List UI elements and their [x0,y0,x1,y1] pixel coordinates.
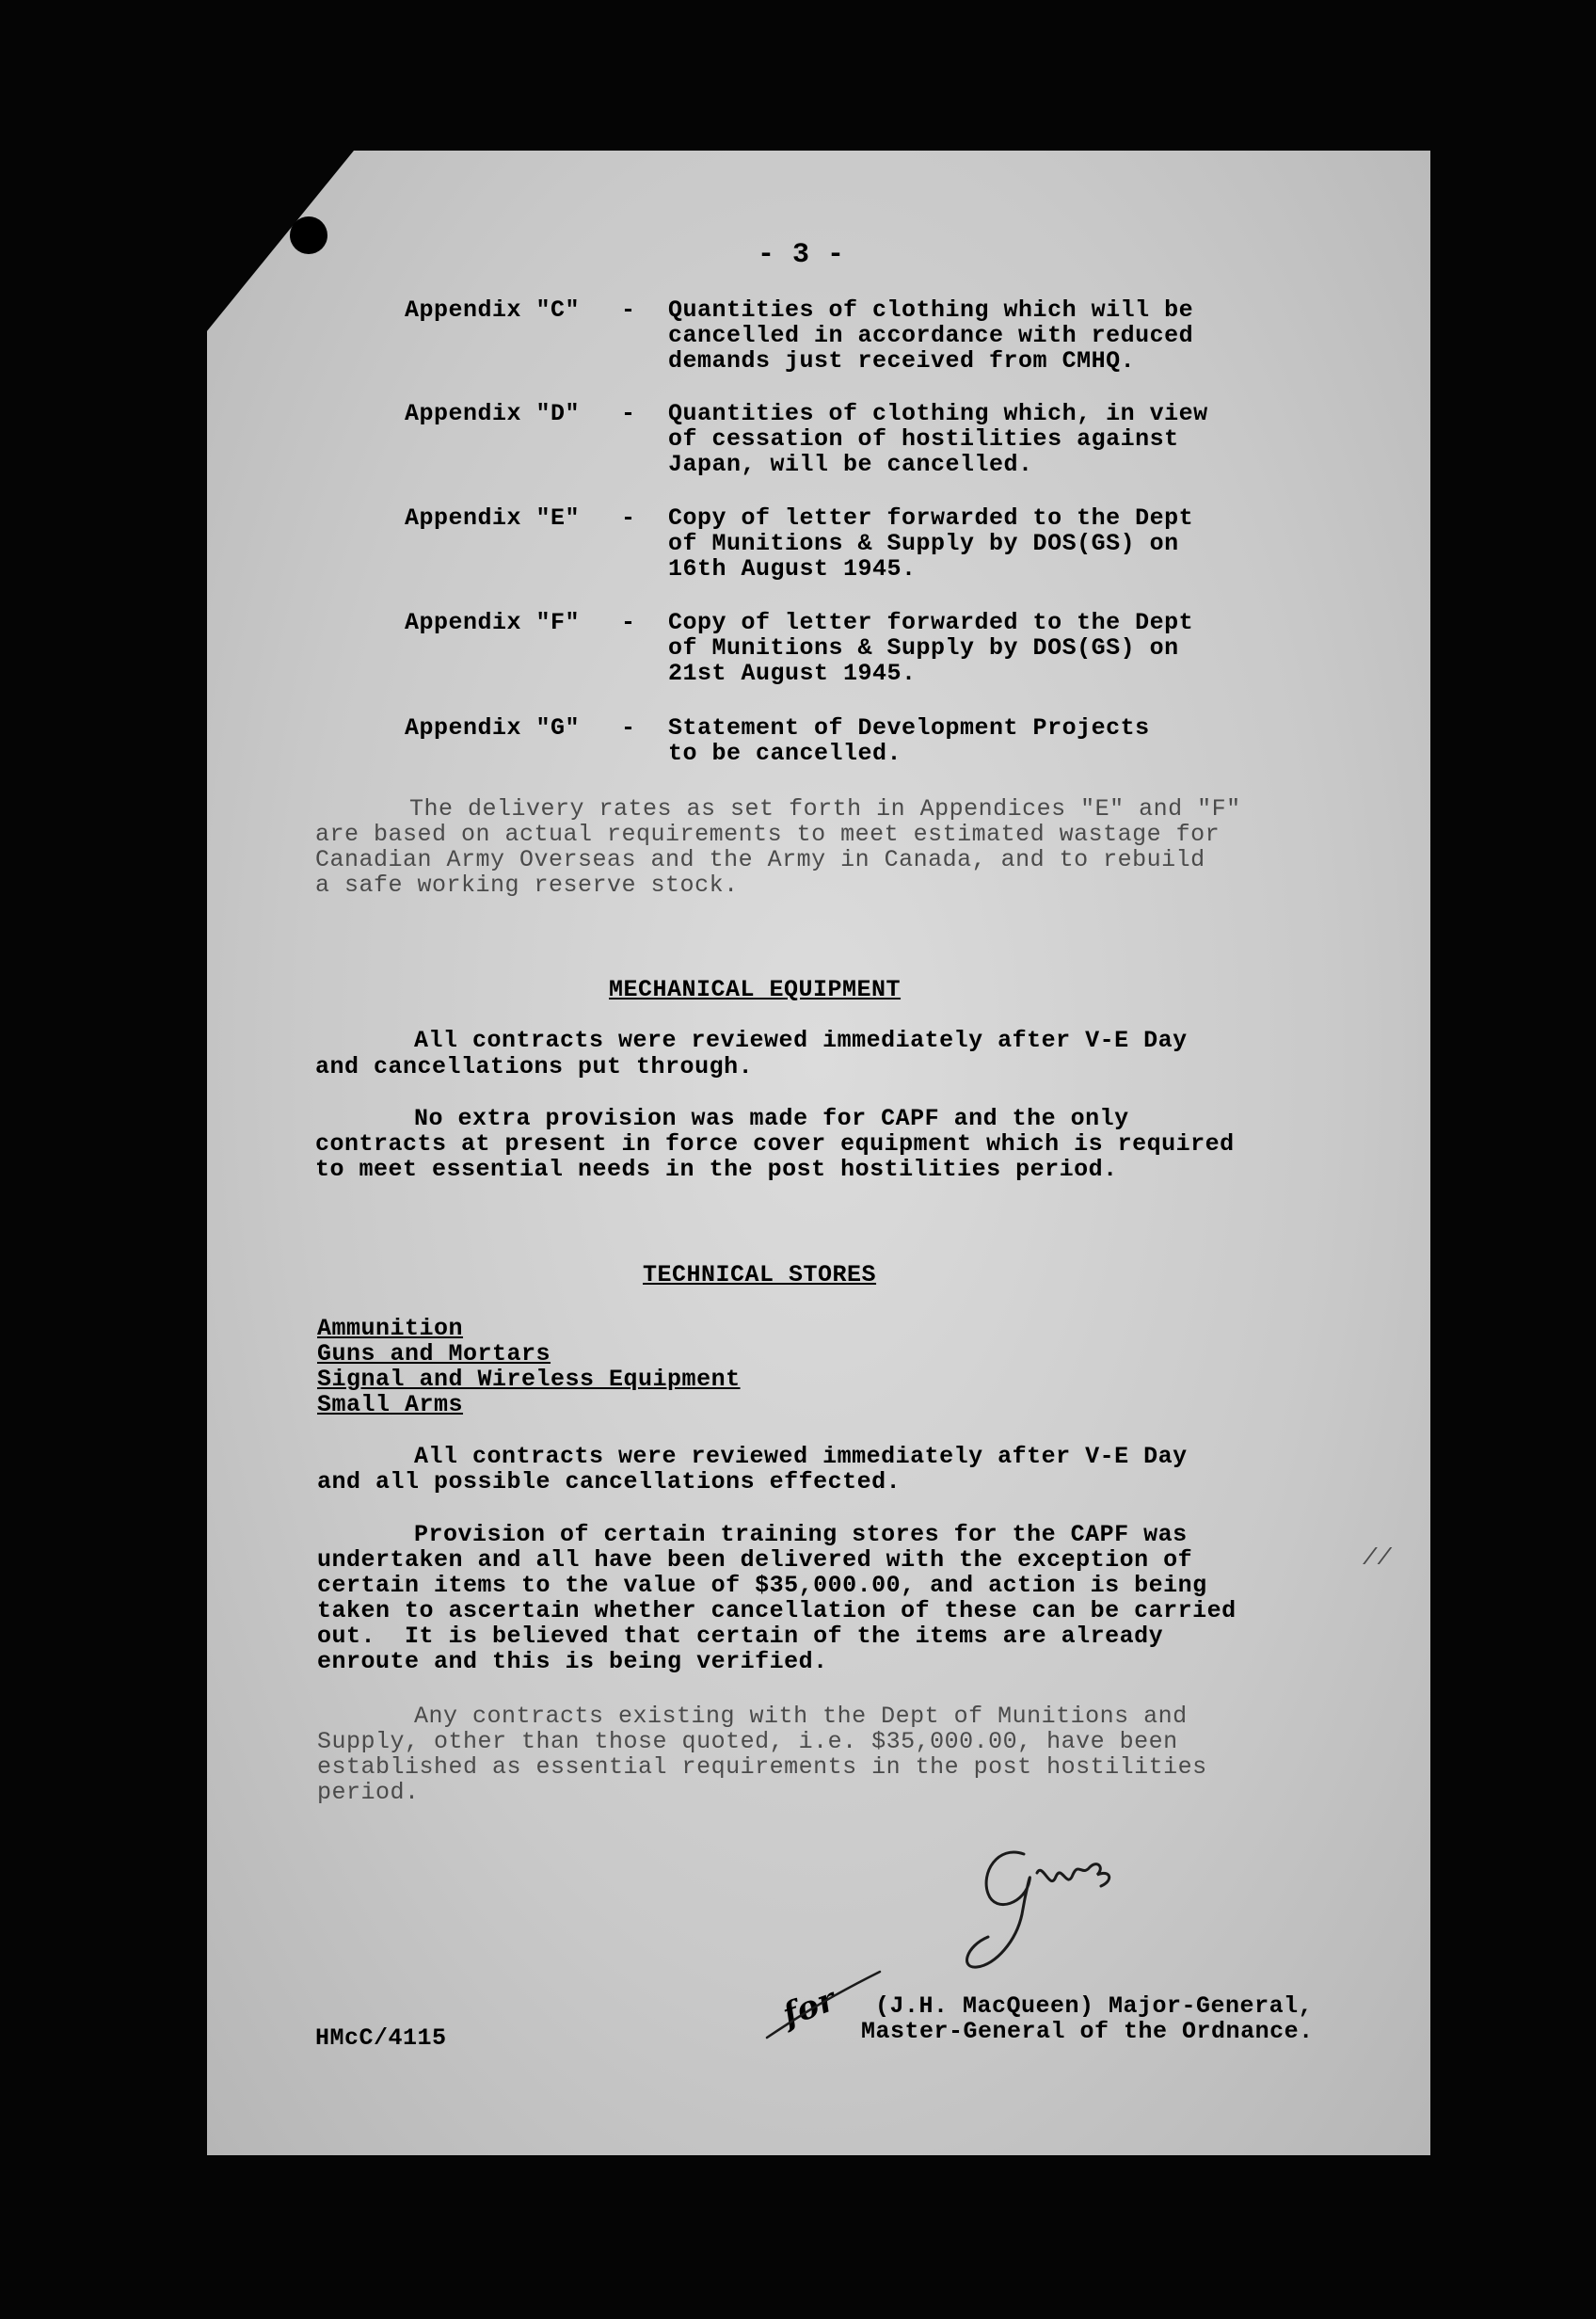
appendix-text-line: to be cancelled. [668,740,902,767]
appendix-label: Appendix "G" [405,714,581,742]
paragraph-line: and cancellations put through. [315,1053,754,1080]
appendix-text-line: 16th August 1945. [668,555,917,583]
appendix-text-line: 21st August 1945. [668,660,917,687]
appendix-text-line: of Munitions & Supply by DOS(GS) on [668,530,1179,557]
paragraph-line: Provision of certain training stores for the CAPF was [414,1521,1188,1548]
appendix-text-line: Japan, will be cancelled. [668,451,1033,478]
technical-heading: TECHNICAL STORES [643,1261,877,1288]
appendix-text-line: of Munitions & Supply by DOS(GS) on [668,634,1179,662]
signatory-name: (J.H. MacQueen) Major-General, [875,1992,1314,2020]
subhead-small-arms: Small Arms [317,1391,464,1418]
appendix-dash: - [621,296,636,324]
reference-number: HMcC/4115 [315,2024,447,2052]
handwritten-signature [932,1835,1157,1976]
appendix-text-line: Statement of Development Projects [668,714,1150,742]
paragraph-line: All contracts were reviewed immediately after V-E Day [414,1443,1188,1470]
paragraph-line: and all possible cancellations effected. [317,1468,902,1495]
appendix-text-line: cancelled in accordance with reduced [668,322,1194,349]
paragraph-line: Any contracts existing with the Dept of Munitions and [414,1703,1188,1730]
paragraph-line: All contracts were reviewed immediately after V-E Day [414,1027,1188,1054]
paragraph-line: out. It is believed that certain of the items are already [317,1623,1164,1650]
paragraph-line: undertaken and all have been delivered with the exception of [317,1546,1193,1574]
appendix-text-line: Quantities of clothing which will be [668,296,1194,324]
appendix-text-line: Copy of letter forwarded to the Dept [668,609,1194,636]
paragraph-line: Canadian Army Overseas and the Army in Canada, and to rebuild [315,846,1205,873]
paragraph-line: period. [317,1779,420,1806]
appendix-label: Appendix "D" [405,400,581,427]
appendix-dash: - [621,714,636,742]
paragraph-line: No extra provision was made for CAPF and the only [414,1105,1129,1132]
paragraph-line: a safe working reserve stock. [315,872,739,899]
paragraph-line: The delivery rates as set forth in Appendices "E" and "F" [409,795,1241,823]
page-number: - 3 - [758,239,845,271]
paragraph-line: taken to ascertain whether cancellation of these can be carried [317,1597,1237,1624]
appendix-text-line: Quantities of clothing which, in view [668,400,1208,427]
for-mark: for [777,1980,841,2035]
paragraph-line: enroute and this is being verified. [317,1648,828,1675]
paragraph-line: to meet essential needs in the post hostilities period. [315,1156,1118,1183]
punch-hole [290,216,327,254]
mechanical-heading: MECHANICAL EQUIPMENT [609,976,902,1003]
appendix-text-line: demands just received from CMHQ. [668,347,1136,375]
subhead-ammunition: Ammunition [317,1315,464,1342]
subhead-guns-mortars: Guns and Mortars [317,1340,551,1367]
appendix-label: Appendix "F" [405,609,581,636]
appendix-text-line: Copy of letter forwarded to the Dept [668,504,1194,532]
subhead-signal-wireless: Signal and Wireless Equipment [317,1366,741,1393]
paragraph-line: contracts at present in force cover equipment which is required [315,1130,1235,1158]
signatory-title: Master-General of the Ordnance. [861,2018,1314,2045]
paragraph-line: are based on actual requirements to meet estimated wastage for [315,821,1221,848]
appendix-dash: - [621,504,636,532]
for-mark-stroke [758,1962,889,2047]
paragraph-line: certain items to the value of $35,000.00, and action is being [317,1572,1207,1599]
appendix-label: Appendix "E" [405,504,581,532]
appendix-text-line: of cessation of hostilities against [668,425,1179,453]
appendix-dash: - [621,400,636,427]
paragraph-line: Supply, other than those quoted, i.e. $35,000.00, have been [317,1728,1178,1755]
margin-mark: // [1363,1544,1393,1572]
paragraph-line: established as essential requirements in the post hostilities [317,1753,1207,1781]
appendix-dash: - [621,609,636,636]
appendix-label: Appendix "C" [405,296,581,324]
